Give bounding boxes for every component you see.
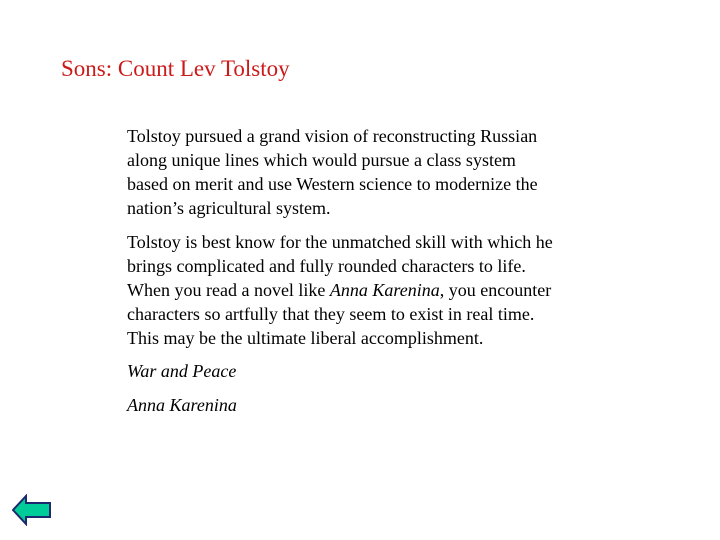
text-line: Tolstoy is best know for the unmatched skill with which he bbox=[127, 232, 553, 252]
back-button[interactable] bbox=[12, 494, 52, 526]
text-line: along unique lines which would pursue a class system bbox=[127, 150, 516, 170]
text-segment: , you encounter bbox=[439, 280, 552, 300]
text-line: based on merit and use Western science to modernize the bbox=[127, 174, 538, 194]
back-arrow-icon bbox=[12, 494, 52, 526]
paragraph-skill bbox=[127, 230, 617, 350]
text-line: Tolstoy pursued a grand vision of reconstructing Russian bbox=[127, 126, 538, 146]
text-segment: When you read a novel like bbox=[127, 280, 330, 300]
work-title-war-and-peace: War and Peace bbox=[127, 361, 237, 381]
text-line: nation’s agricultural system. bbox=[127, 198, 331, 218]
text-line: This may be the ultimate liberal accomplishment. bbox=[127, 328, 484, 348]
text-line: brings complicated and fully rounded characters to life. bbox=[127, 256, 526, 276]
text-line-with-title bbox=[127, 278, 617, 302]
text-line: characters so artfully that they seem to exist in real time. bbox=[127, 304, 535, 324]
book-title-inline: Anna Karenina bbox=[329, 280, 440, 300]
paragraph-vision bbox=[127, 124, 617, 220]
slide-title: Sons: Count Lev Tolstoy bbox=[61, 56, 290, 81]
slide-body bbox=[127, 124, 617, 427]
work-title-anna-karenina: Anna Karenina bbox=[127, 395, 237, 415]
